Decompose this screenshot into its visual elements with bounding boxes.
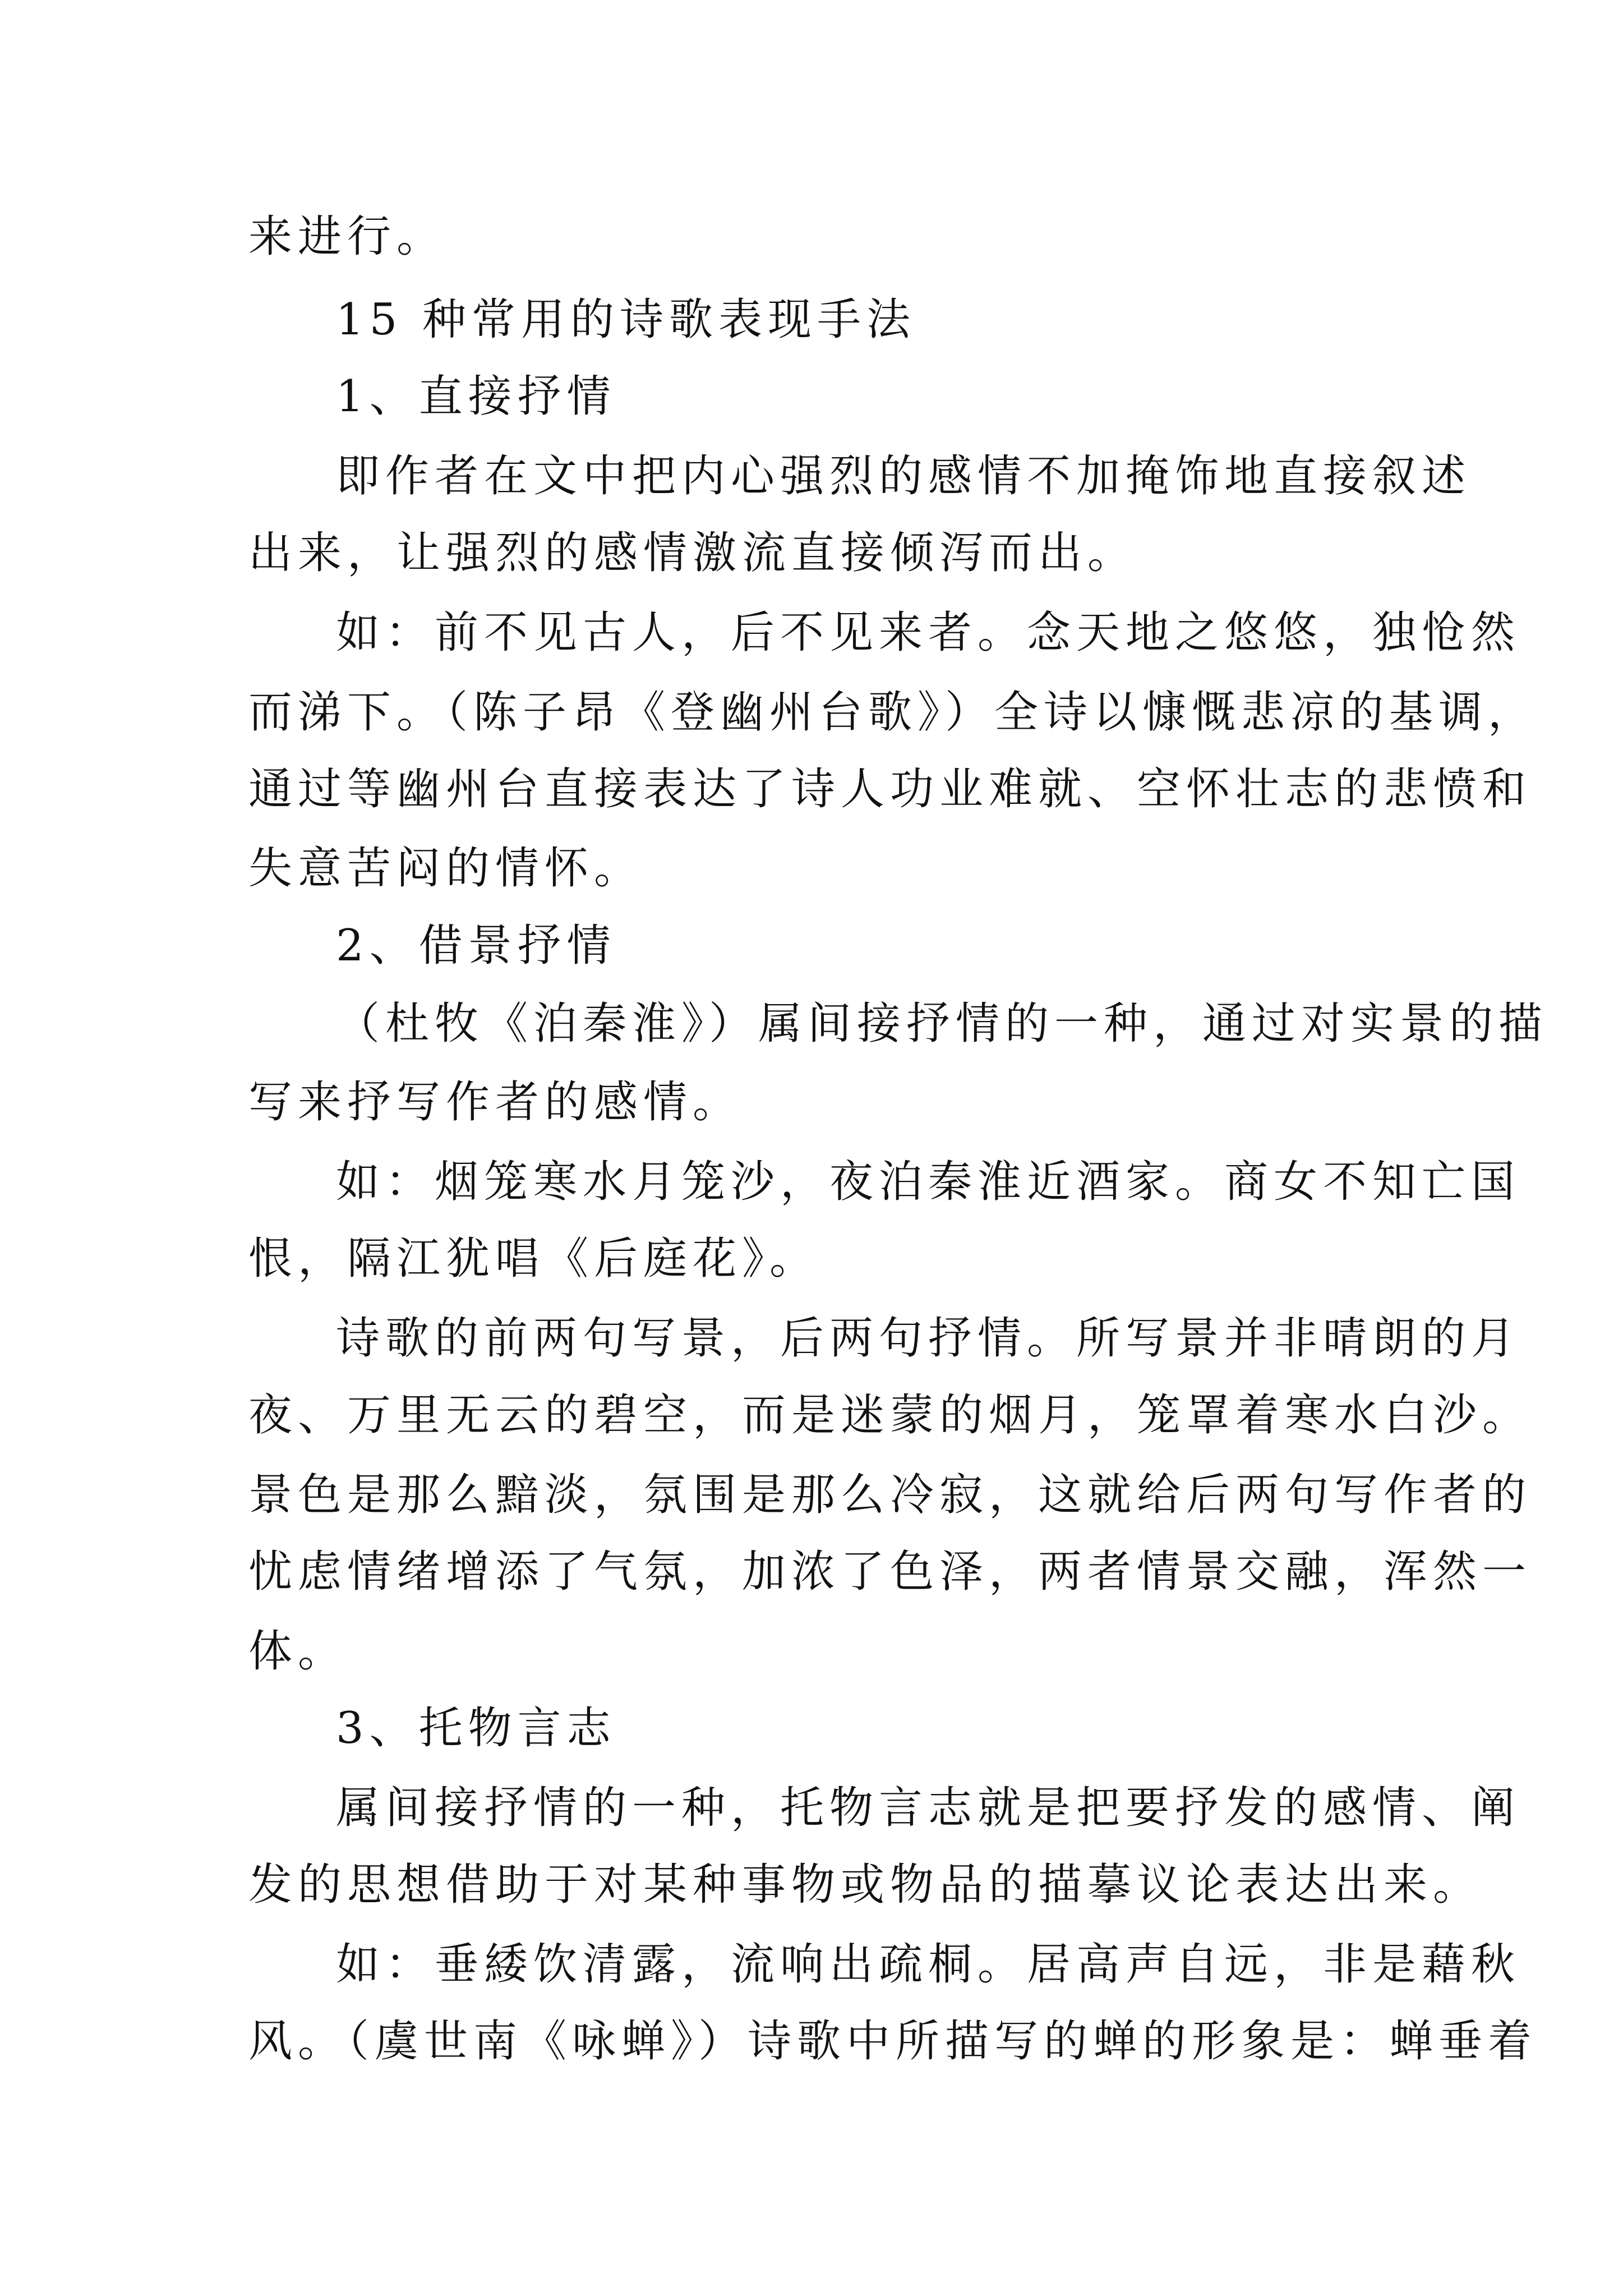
text-line: 恨，隔江犹唱《后庭花》。 <box>248 1234 819 1284</box>
text-line: 即作者在文中把内心强烈的感情不加掩饰地直接叙述 <box>336 451 1472 501</box>
text-line: 属间接抒情的一种，托物言志就是把要抒发的感情、阐 <box>336 1783 1521 1833</box>
text-line: （杜牧《泊秦淮》）属间接抒情的一种，通过对实景的描 <box>336 999 1548 1049</box>
text-line: 如：烟笼寒水月笼沙，夜泊秦淮近酒家。商女不知亡国 <box>336 1157 1521 1207</box>
text-line: 通过等幽州台直接表达了诗人功业难就、空怀壮志的悲愤和 <box>248 764 1532 815</box>
text-line: 写来抒写作者的感情。 <box>248 1077 743 1128</box>
text-line: 如：前不见古人，后不见来者。念天地之悠悠，独怆然 <box>336 608 1521 658</box>
text-line: 而涕下。（陈子昂《登幽州台歌》）全诗以慷慨悲凉的基调， <box>248 687 1538 738</box>
text-line: 出来，让强烈的感情激流直接倾泻而出。 <box>248 528 1137 578</box>
text-line: 如：垂緌饮清露，流响出疏桐。居高声自远，非是藉秋 <box>336 1939 1521 1990</box>
text-line: 风。（虞世南《咏蝉》）诗歌中所描写的蝉的形象是：蝉垂着 <box>248 2016 1538 2067</box>
text-line: 来进行。 <box>248 211 446 262</box>
section-heading: 15 种常用的诗歌表现手法 <box>336 295 916 345</box>
text-line: 诗歌的前两句写景，后两句抒情。所写景并非晴朗的月 <box>336 1313 1521 1364</box>
text-line: 失意苦闷的情怀。 <box>248 843 644 894</box>
subsection-heading: 3、托物言志 <box>336 1703 616 1754</box>
subsection-heading: 2、借景抒情 <box>336 921 616 971</box>
text-line: 忧虑情绪增添了气氛，加浓了色泽，两者情景交融，浑然一 <box>248 1547 1532 1597</box>
text-line: 夜、万里无云的碧空，而是迷蒙的烟月，笼罩着寒水白沙。 <box>248 1390 1532 1441</box>
text-line: 景色是那么黯淡，氛围是那么冷寂，这就给后两句写作者的 <box>248 1470 1532 1520</box>
text-line: 体。 <box>248 1626 348 1677</box>
text-line: 发的思想借助于对某种事物或物品的描摹议论表达出来。 <box>248 1860 1483 1910</box>
subsection-heading: 1、直接抒情 <box>336 371 616 422</box>
